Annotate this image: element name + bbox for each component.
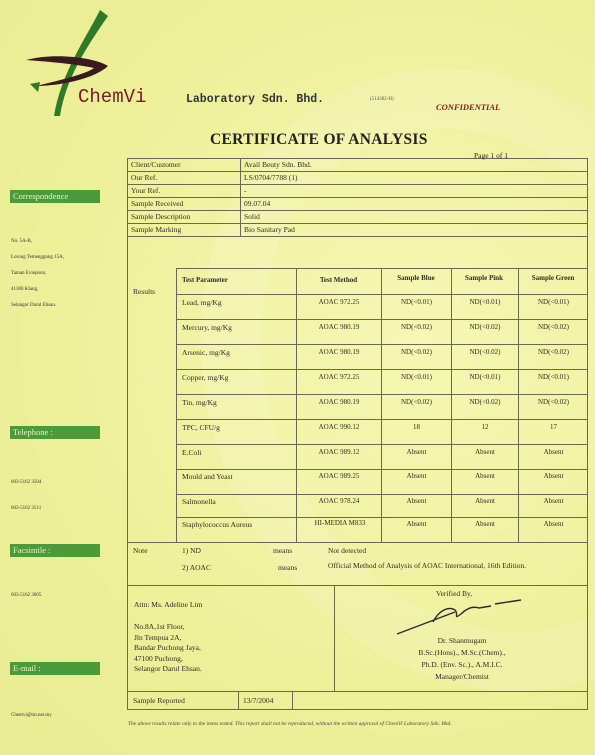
pink-cell: ND(<0.01) (469, 373, 501, 381)
company-name: Laboratory Sdn. Bhd. (186, 93, 325, 106)
pink-cell: ND(<0.02) (469, 398, 501, 406)
info-value: 09.07.04 (244, 199, 271, 208)
row-divider (176, 517, 588, 518)
reported-label: Sample Reported (133, 696, 185, 705)
blue-cell: 18 (413, 423, 420, 431)
green-cell: Absent (543, 520, 564, 528)
header-test-method: Test Method (319, 276, 358, 284)
green-cell: ND(<0.01) (538, 298, 569, 306)
param-cell: Arsenic, mg/Kg (182, 348, 230, 357)
note-label: Note (133, 546, 148, 555)
row-divider (127, 171, 588, 172)
blue-cell: Absent (406, 497, 427, 505)
attn-address-line: Bandar Puchong Jaya, (134, 643, 201, 652)
row-divider (127, 236, 588, 237)
pink-cell: Absent (475, 497, 495, 505)
header-sample-pink: Sample Pink (465, 274, 503, 282)
verifier-qualification: B.Sc.(Hons)., M.Sc.(Chem)., (418, 648, 506, 657)
blue-cell: ND(<0.01) (401, 373, 432, 381)
header-sample-green: Sample Green (531, 274, 575, 282)
pink-cell: Absent (475, 448, 495, 456)
method-cell: AOAC 980.19 (318, 323, 360, 331)
reported-divider (238, 691, 239, 710)
row-divider (176, 319, 588, 320)
reported-divider (292, 691, 293, 710)
attn-divider (334, 585, 335, 691)
row-divider (127, 223, 588, 224)
results-label: Results (133, 287, 156, 296)
row-divider (176, 469, 588, 470)
row-divider (176, 494, 588, 495)
param-cell: Mould and Yeast (182, 472, 233, 481)
note-desc: Not detected (328, 546, 367, 555)
row-divider (176, 419, 588, 420)
section-divider (127, 691, 588, 692)
verifier-title: Manager/Chemist (435, 672, 489, 681)
correspondence-label: Correspondence (10, 190, 100, 203)
attn-address-line: 47100 Puchong, (134, 653, 183, 663)
green-cell: ND(<0.02) (538, 348, 569, 356)
green-cell: ND(<0.02) (538, 398, 569, 406)
footer-disclaimer: The above results relate only to the items tested. This report shall not be reproduced, without the written approval of ChemVi Laboratory Sdn. Bhd. (128, 721, 452, 727)
address-line: Selangor Darul Ehsan. (11, 303, 57, 308)
attn-label: Attn: Ms. Adeline Lim (134, 600, 203, 609)
blue-cell: ND(<0.02) (401, 348, 432, 356)
page-number: Page 1 of 1 (474, 151, 508, 160)
section-divider (127, 585, 588, 586)
address-line: Lorong Temenggung 15A, (11, 255, 65, 260)
info-value: LS/0704/7788 (1) (244, 173, 298, 182)
green-cell: Absent (543, 497, 564, 505)
pink-cell: ND(<0.01) (469, 298, 501, 306)
info-value: Avail Beuty Sdn. Bhd. (244, 160, 312, 169)
table-top (176, 268, 588, 269)
info-label: Client/Customer (131, 160, 181, 169)
method-cell: AOAC 980.19 (318, 348, 360, 356)
phone-number: 603-5162 3511 (11, 506, 42, 511)
attn-address-line: Selangor Darul Ehsan. (134, 664, 202, 673)
address-line: No. 5A-B, (11, 239, 32, 244)
note-desc: Official Method of Analysis of AOAC International, 16th Edition. (328, 561, 527, 570)
blue-cell: ND(<0.01) (401, 298, 432, 306)
note-term: 2) AOAC (182, 563, 211, 572)
attn-address (134, 622, 202, 675)
phone-number: 603-5162 3504 (11, 480, 42, 485)
table-bottom (127, 542, 588, 543)
info-label: Your Ref. (131, 186, 161, 195)
row-divider (176, 394, 588, 395)
param-cell: Copper, mg/Kg (182, 373, 229, 382)
header-sample-blue: Sample Blue (397, 274, 435, 282)
confidential-label: CONFIDENTIAL (436, 102, 501, 112)
email-address: Chemvi@tm.net.my (11, 713, 52, 718)
info-label: Our Ref. (131, 173, 158, 182)
info-value: - (244, 186, 247, 195)
attn-address-line: No.8A,1st Floor, (134, 622, 185, 631)
row-divider (176, 344, 588, 345)
info-label: Sample Received (131, 199, 184, 208)
info-label: Sample Description (131, 212, 191, 221)
green-cell: ND(<0.01) (538, 373, 569, 381)
facsimile-label: Facsimile : (10, 544, 100, 557)
param-cell: Staphylococcus Aureus (182, 520, 253, 529)
info-value: Bio Sanitary Pad (244, 225, 295, 234)
info-label: Sample Marking (131, 225, 182, 234)
row-divider (176, 369, 588, 370)
method-cell: AOAC 989.12 (318, 448, 360, 456)
page-title: CERTIFICATE OF ANALYSIS (210, 131, 428, 148)
pink-cell: 12 (481, 423, 489, 431)
row-divider (176, 444, 588, 445)
param-cell: E.Coli (182, 448, 202, 457)
row-divider (127, 197, 588, 198)
blue-cell: ND(<0.02) (401, 323, 432, 331)
header-divider (176, 294, 588, 295)
note-means: means (273, 546, 293, 555)
header-test-parameter: Test Parameter (182, 276, 228, 284)
pink-cell: Absent (475, 520, 495, 528)
green-cell: 17 (550, 423, 557, 431)
param-cell: Tin, mg/Kg (182, 398, 217, 407)
param-cell: TPC, CFU/g (182, 423, 220, 432)
method-cell: AOAC 972.25 (318, 298, 360, 306)
pink-cell: ND(<0.02) (469, 323, 501, 331)
blue-cell: Absent (406, 520, 427, 528)
pink-cell: ND(<0.02) (469, 348, 501, 356)
telephone-label: Telephone : (10, 426, 100, 439)
green-cell: Absent (543, 448, 564, 456)
param-cell: Salmonella (182, 497, 216, 506)
info-value: Solid (244, 212, 260, 221)
note-term: 1) ND (182, 546, 201, 555)
registration-number: (514382-H) (370, 97, 394, 102)
table-border (176, 268, 177, 542)
address-line: 41300 Klang, (11, 287, 39, 292)
method-cell: AOAC 978.24 (318, 497, 360, 505)
verified-label: Verified By, (436, 589, 473, 598)
correspondence-address (11, 234, 64, 314)
method-cell: AOAC 980.19 (318, 398, 360, 406)
address-line: Taman Eviepoon, (11, 271, 47, 276)
blue-cell: Absent (406, 448, 427, 456)
verifier-name: Dr. Shanmugam (437, 636, 487, 645)
green-cell: Absent (543, 472, 564, 480)
pink-cell: Absent (475, 472, 495, 480)
blue-cell: ND(<0.02) (401, 398, 432, 406)
method-cell: AOAC 972.25 (318, 373, 360, 381)
attn-address-line: Jln Tempua 2A, (134, 632, 182, 642)
verifier-qualification: Ph.D. (Env. Sc.)., A.M.I.C. (421, 660, 503, 669)
method-cell: AOAC 989.25 (318, 472, 360, 480)
note-means: means (278, 563, 298, 572)
green-cell: ND(<0.02) (538, 323, 569, 331)
method-cell: HI-MEDIA M833 (314, 519, 366, 527)
row-divider (127, 184, 588, 185)
row-divider (127, 210, 588, 211)
email-label: E-mail : (10, 662, 100, 675)
telephone-numbers (11, 470, 41, 522)
reported-date: 13/7/2004 (243, 696, 274, 705)
brand-name: ChemVi (78, 86, 147, 108)
blue-cell: Absent (406, 472, 427, 480)
param-cell: Lead, mg/Kg (182, 298, 222, 307)
param-cell: Mercury, mg/Kg (182, 323, 232, 332)
method-cell: AOAC 990.12 (318, 423, 360, 431)
signature-icon (395, 592, 525, 638)
fax-number: 603-5162 3005 (11, 593, 42, 598)
